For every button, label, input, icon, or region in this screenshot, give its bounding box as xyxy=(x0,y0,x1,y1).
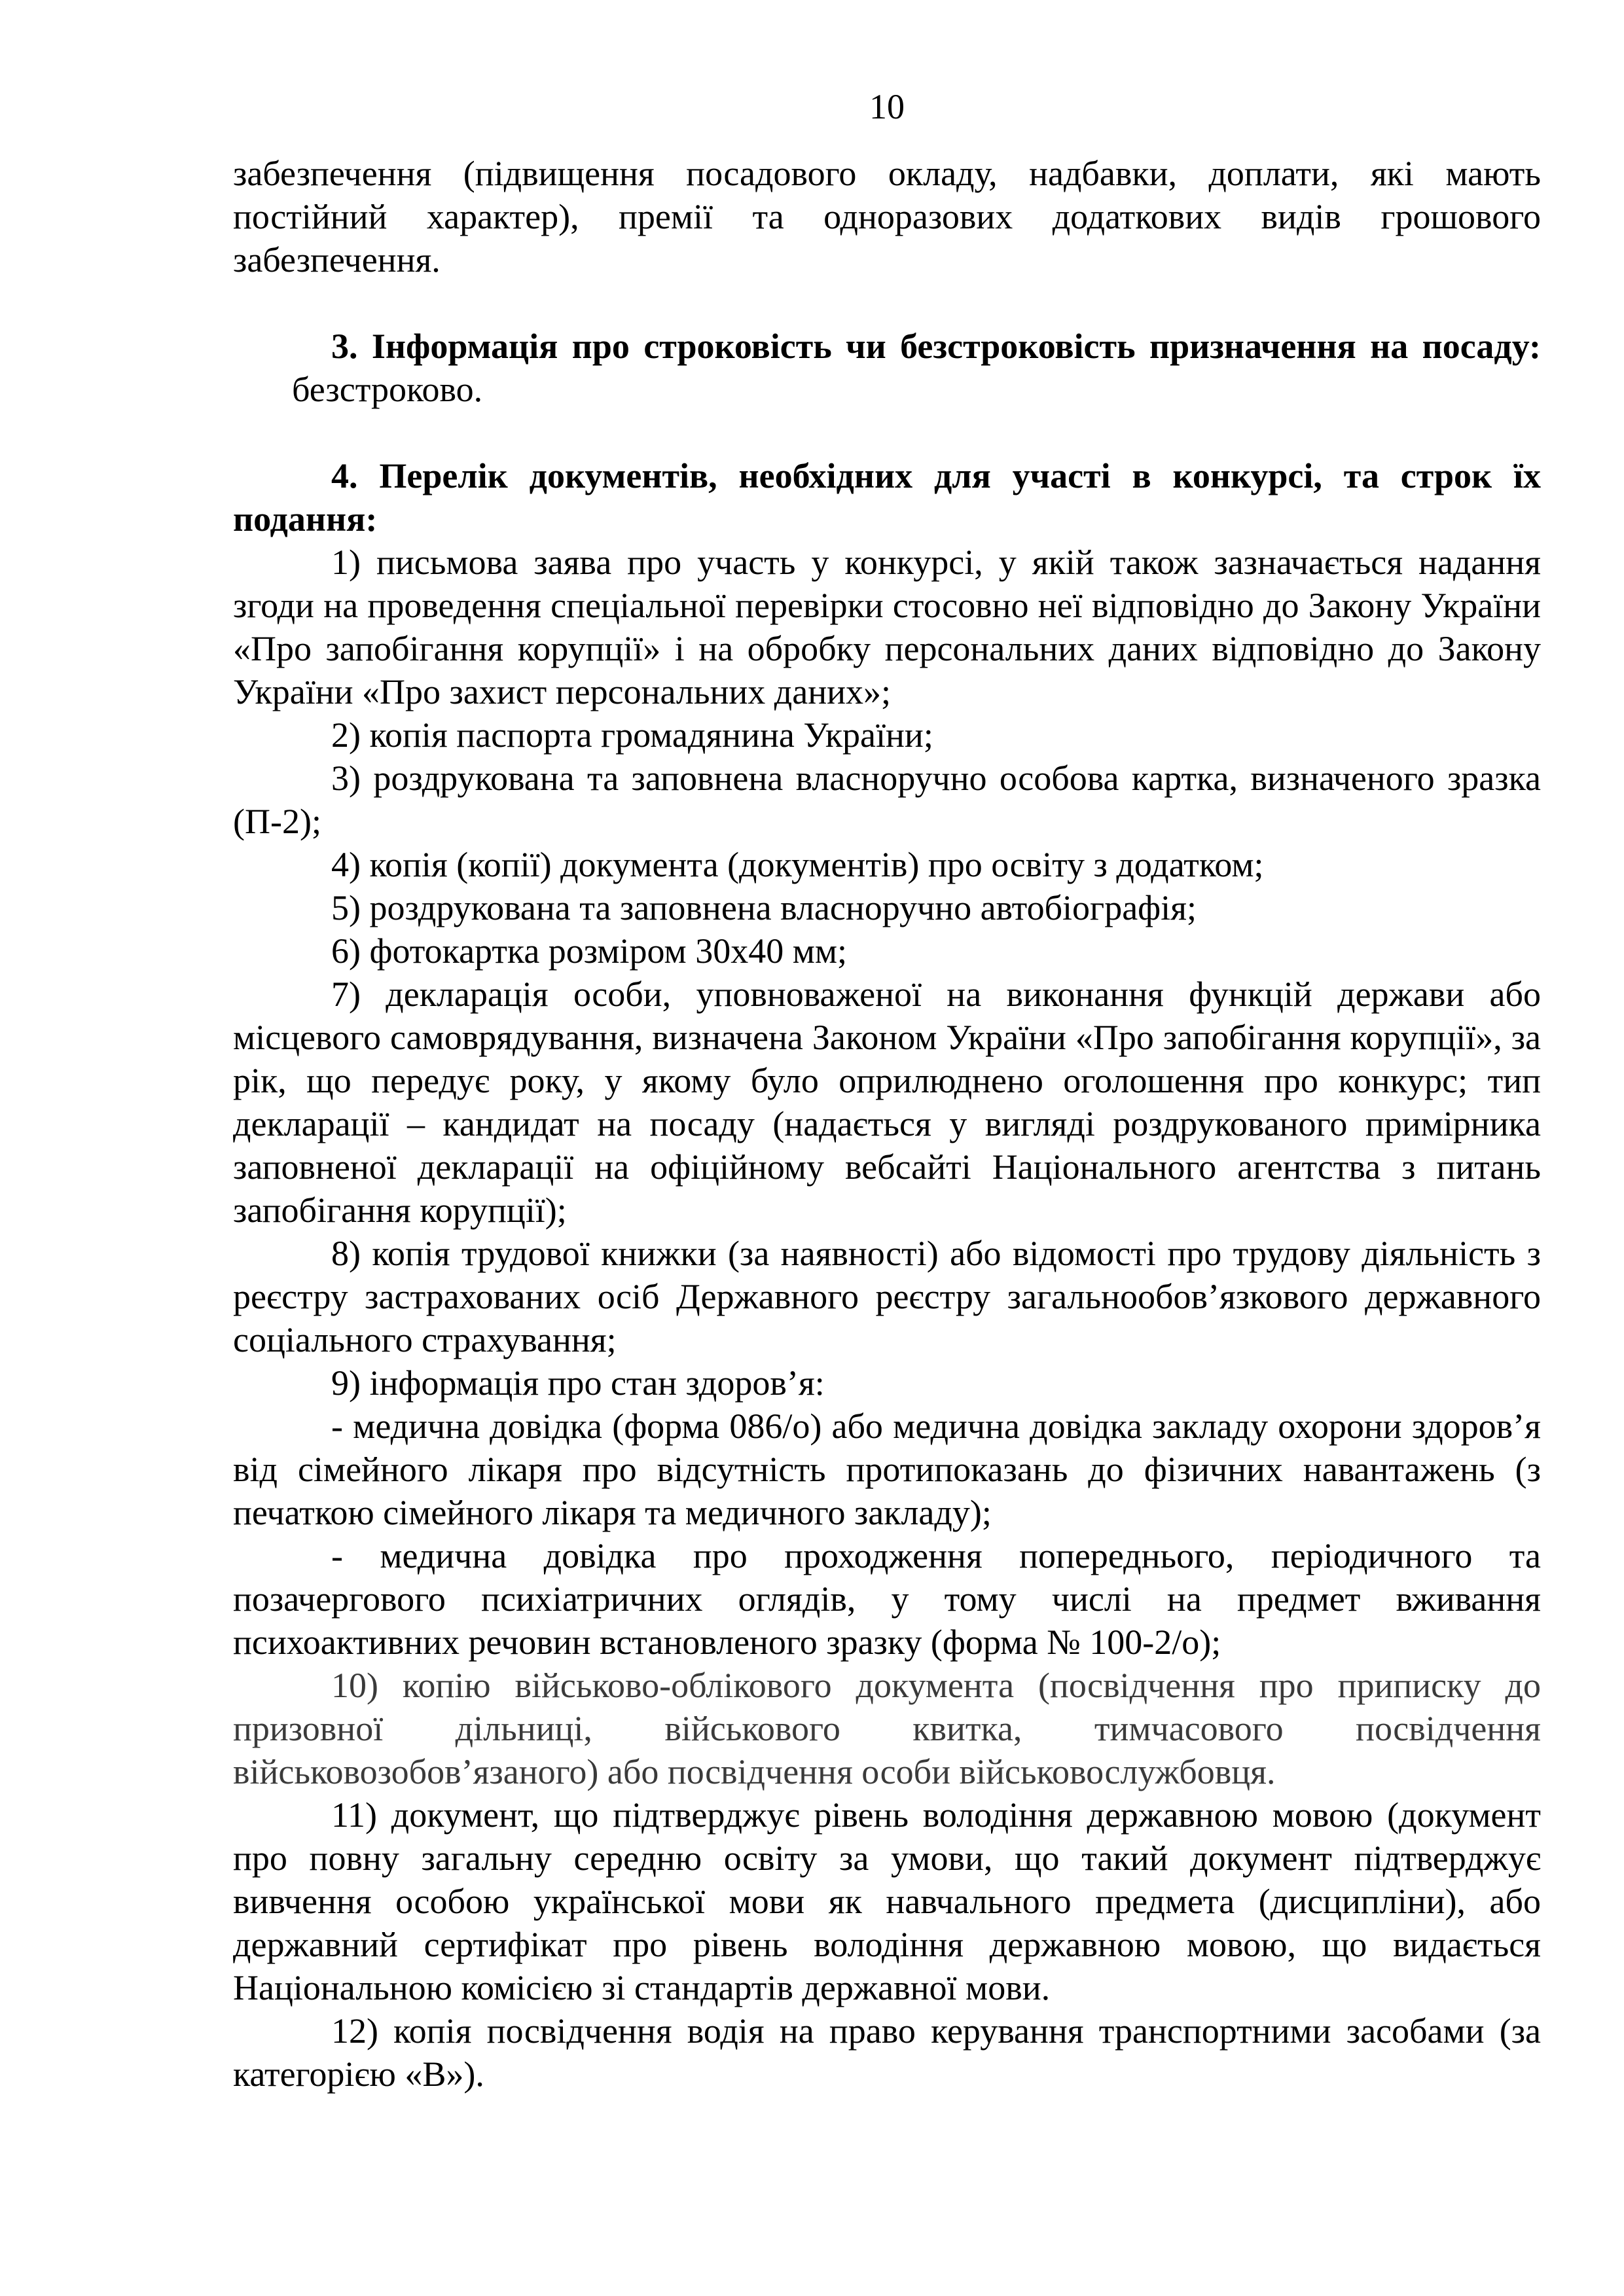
document-item-11: 11) документ, що підтверджує рівень володіння державною мовою (документ про повну загальну середню освіту за умови, що такий документ підтверджує вивчення особою української мови як навчального предмета (дисципліни), або державний сертифікат про рівень володіння державною мовою, що видається Національною комісією зі стандартів державної мови. xyxy=(233,1795,1541,2007)
document-item-8: 8) копія трудової книжки (за наявності) або відомості про трудову діяльність з реєстру застрахованих осіб Державного реєстру загальнообов’язкового державного соціального страхування; xyxy=(233,1234,1541,1359)
document-page xyxy=(233,85,1541,2096)
section-3-value: безстроково. xyxy=(292,370,483,409)
document-item-6: 6) фотокартка розміром 30х40 мм; xyxy=(331,931,848,971)
document-item-9: 9) інформація про стан здоров’я: xyxy=(331,1363,825,1403)
section-3 xyxy=(233,325,1541,411)
document-item-9-subitem-1: - медична довідка (форма 086/о) або медична довідка закладу охорони здоров’я від сімейного лікаря про відсутність протипоказань до фізичних навантажень (з печаткою сімейного лікаря та медичного закладу); xyxy=(233,1407,1541,1532)
document-item-12: 12) копія посвідчення водія на право керування транспортними засобами (за категорією «В»). xyxy=(233,2011,1541,2094)
section-4-heading: 4. Перелік документів, необхідних для участі в конкурсі, та строк їх подання: xyxy=(233,456,1541,539)
document-item-3: 3) роздрукована та заповнена власноручно особова картка, визначеного зразка (П-2); xyxy=(233,759,1541,841)
document-item-1: 1) письмова заява про участь у конкурсі, у якій також зазначається надання згоди на проведення спеціальної перевірки стосовно неї відповідно до Закону України «Про запобігання корупції» і на обробку персональних даних відповідно до Закону України «Про захист персональних даних»; xyxy=(233,543,1541,711)
spacer xyxy=(233,281,1541,325)
document-item-9-subitem-2: - медична довідка про проходження попереднього, періодичного та позачергового психіатричних оглядів, у тому числі на предмет вживання психоактивних речовин встановленого зразку (форма № 100-2/о); xyxy=(233,1536,1541,1662)
document-item-7: 7) декларація особи, уповноваженої на виконання функцій держави або місцевого самоврядування, визначена Законом України «Про запобігання корупції», за рік, що передує року, у якому було оприлюднено оголошення про конкурс; тип декларації – кандидат на посаду (надається у вигляді роздрукованого примірника заповненої декларації на офіційному вебсайті Національного агентства з питань запобігання корупції); xyxy=(233,975,1541,1230)
document-item-2: 2) копія паспорта громадянина України; xyxy=(331,715,933,755)
document-item-4: 4) копія (копії) документа (документів) про освіту з додатком; xyxy=(331,845,1264,884)
document-item-10: 10) копію військово-облікового документа (посвідчення про приписку до призовної дільниці, військового квитка, тимчасового посвідчення військовозобов’язаного) або посвідчення особи військовослужбовця. xyxy=(233,1666,1541,1791)
document-item-5: 5) роздрукована та заповнена власноручно автобіографія; xyxy=(331,888,1197,927)
intro-paragraph: забезпечення (підвищення посадового окладу, надбавки, доплати, які мають постійний характер), премії та одноразових додаткових видів грошового забезпечення. xyxy=(233,154,1541,279)
section-3-heading: 3. Інформація про строковість чи безстроковість призначення на посаду: xyxy=(331,327,1541,366)
page-number: 10 xyxy=(869,87,905,126)
spacer xyxy=(233,411,1541,454)
